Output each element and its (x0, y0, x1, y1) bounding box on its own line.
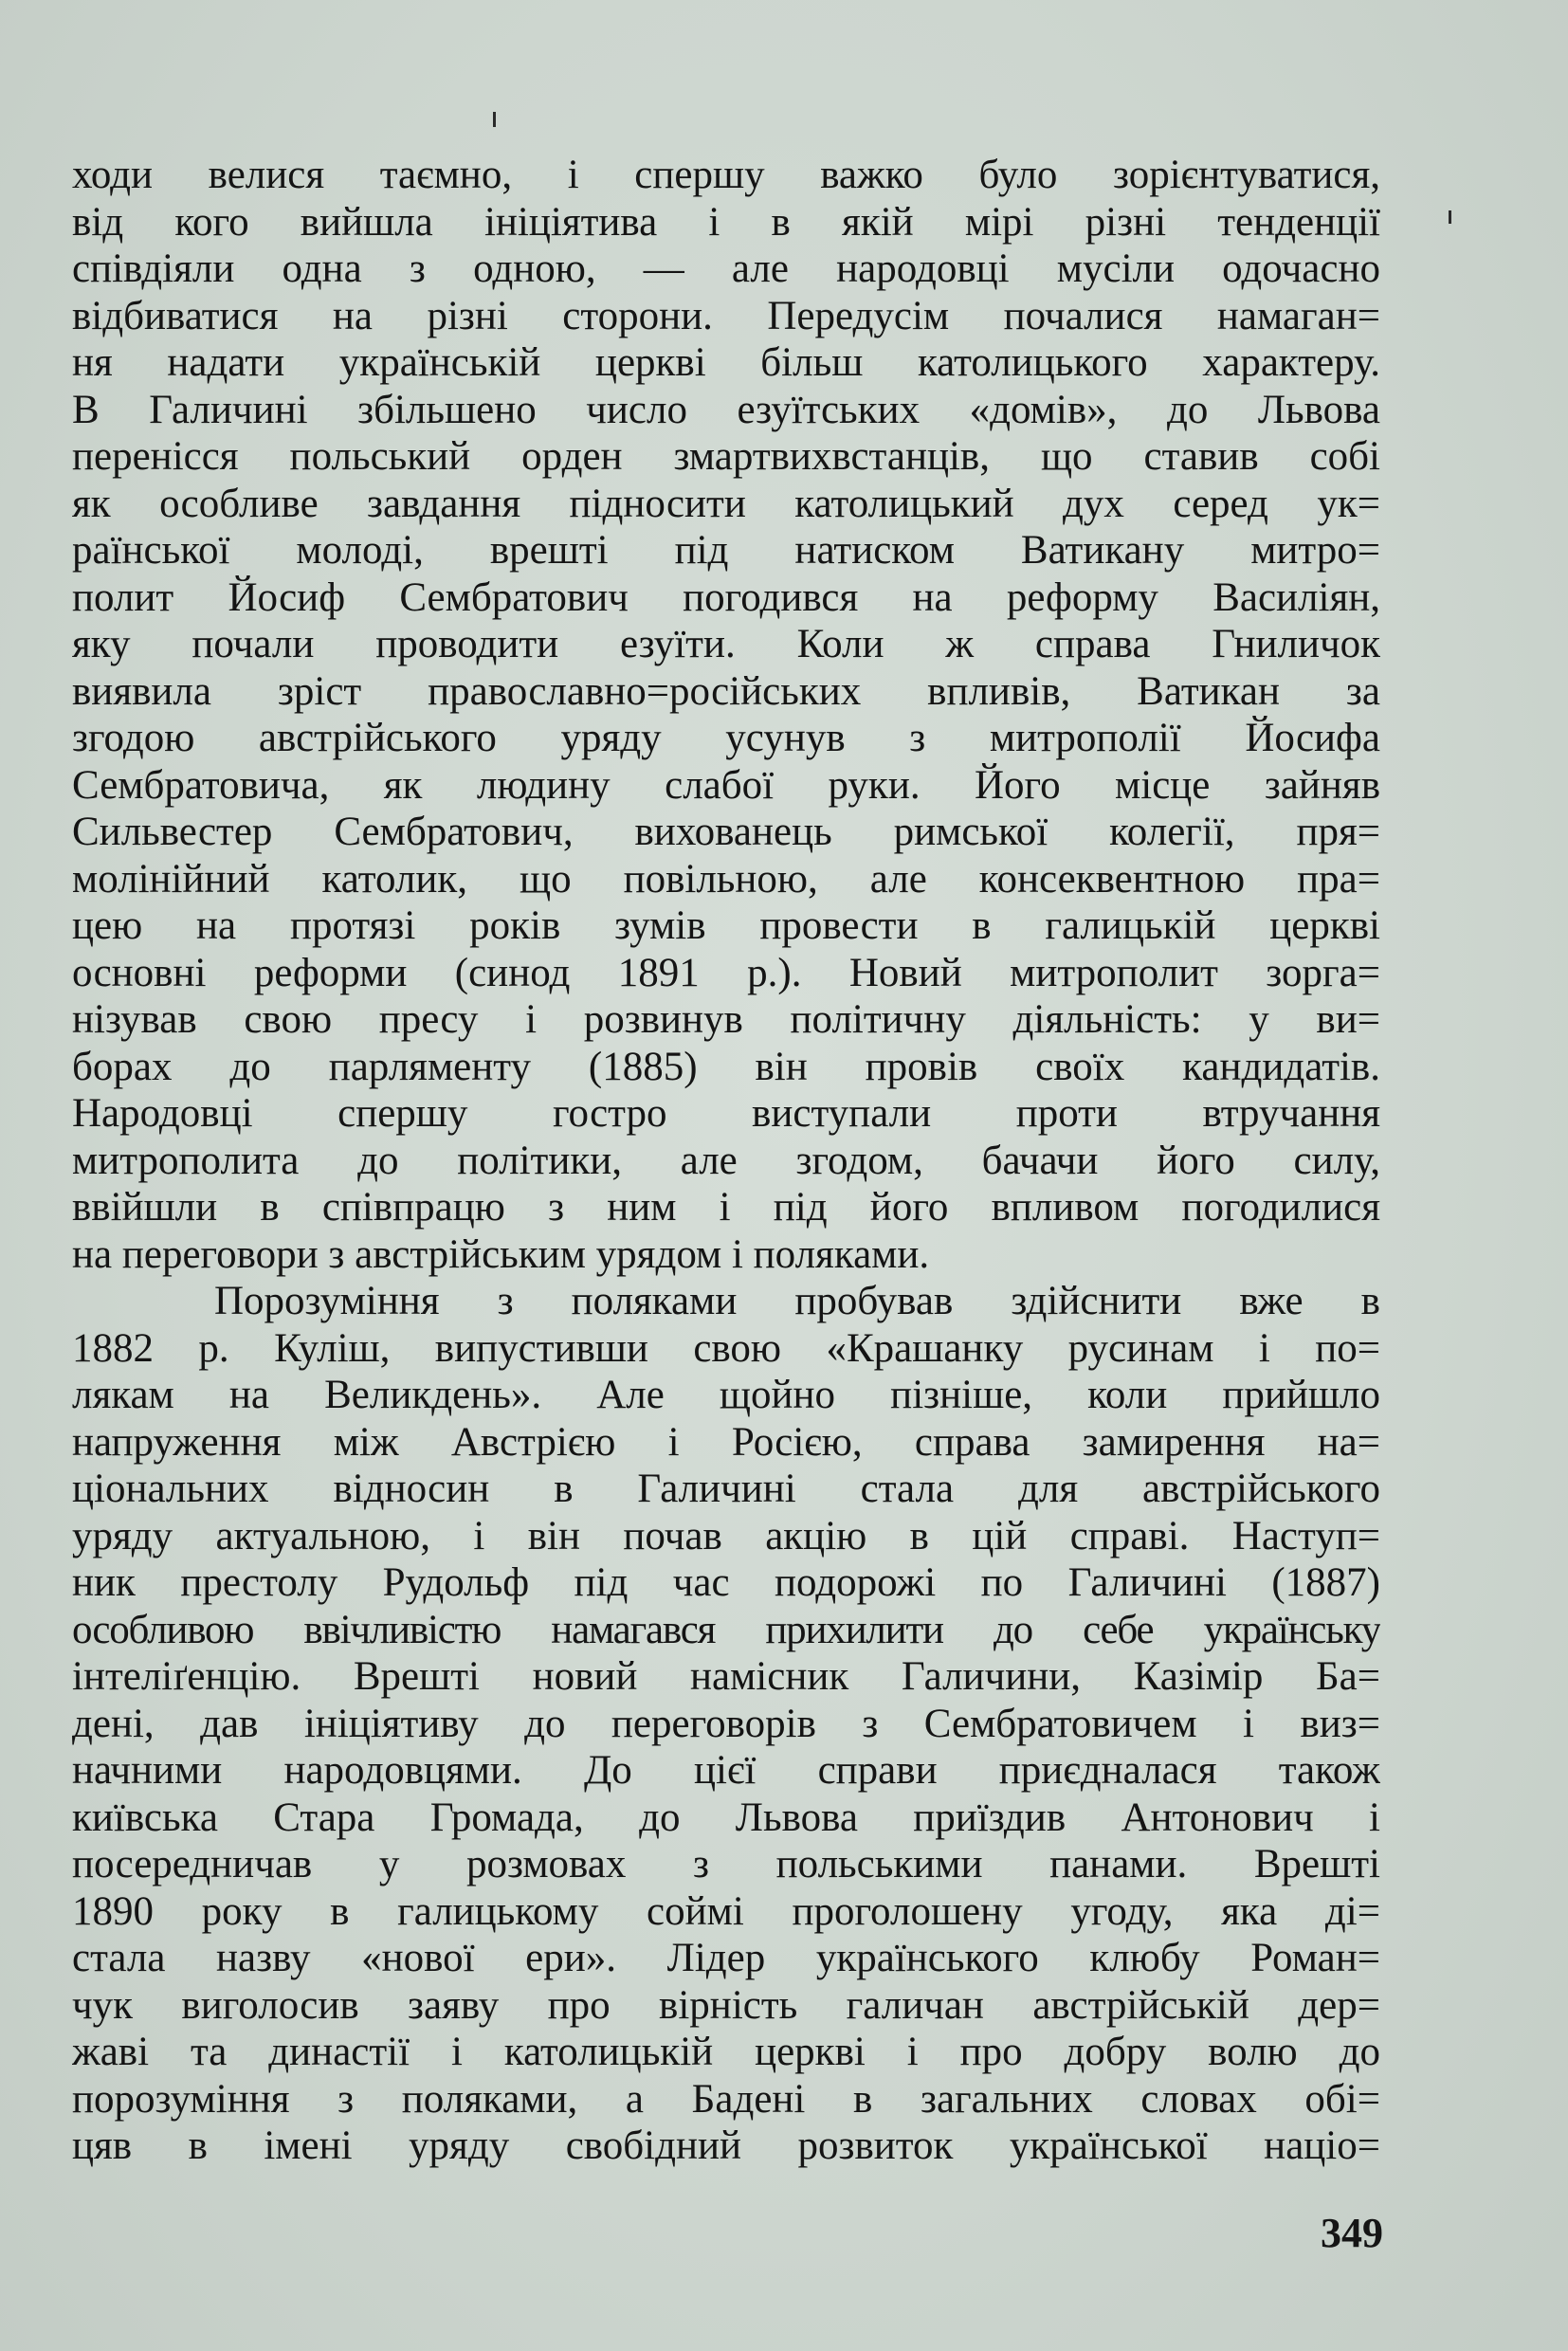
paragraph-2 (72, 1278, 1380, 2170)
paragraph-1 (72, 152, 1380, 1278)
text-line: уряду актуальною, і він почав акцію в цій справі. Наступ= (72, 1513, 1380, 1558)
text-line: як особливе завдання підносити католицький дух серед ук= (72, 481, 1380, 526)
print-speck (1449, 210, 1451, 224)
text-line: ходи велися таємно, і спершу важко було зорієнтуватися, (72, 153, 1380, 197)
text-line: відбиватися на різні сторони. Передусім почалися намаган= (72, 293, 1380, 338)
text-line: молінійний католик, що повільною, але консеквентною пра= (72, 856, 1380, 902)
text-line: Сильвестер Сембратович, вихованець римської колегії, пря= (72, 810, 1380, 854)
text-line: ня надати українській церкві більш католицького характеру. (72, 340, 1380, 385)
text-line: чук виголосив заяву про вірність галичан австрійській дер= (72, 1982, 1380, 2028)
text-line: Сембратовича, як людину слабої руки. Його місце зайняв (72, 762, 1380, 808)
text-line: Народовці спершу гостро виступали проти втручання (72, 1091, 1380, 1136)
text-line: В Галичині збільшено число езуїтських «домів», до Львова (72, 387, 1380, 432)
text-line: нізував свою пресу і розвинув політичну діяльність: у ви= (72, 997, 1380, 1042)
text-line: борах до парляменту (1885) він провів своїх кандидатів. (72, 1044, 1380, 1089)
text-line: цею на протязі років зумів провести в галицькій церкві (72, 903, 1380, 948)
text-line: ввійшли в співпрацю з ним і під його впливом погодилися (72, 1185, 1380, 1230)
text-line: від кого вийшла ініціятива і в якій мірі різні тенденції (72, 199, 1380, 245)
text-line: полит Йосиф Сембратович погодився на реформу Василіян, (72, 574, 1380, 620)
text-line: основні реформи (синод 1891 р.). Новий митрополит зорга= (72, 950, 1380, 995)
text-line: Порозуміння з поляками пробував здійснити вже в (214, 1279, 1380, 1323)
text-line: митрополита до політики, але згодом, бачачи його силу, (72, 1138, 1380, 1183)
text-line: жаві та династії і католицькій церкві і про добру волю до (72, 2030, 1380, 2074)
text-line: стала назву «нової ери». Лідер українського клюбу Роман= (72, 1936, 1380, 1980)
text-line: на переговори з австрійським урядом і поляками. (72, 1231, 930, 1277)
text-line: співдіяли одна з одною, — але народовці мусіли одочасно (72, 246, 1380, 291)
text-line: раїнської молоді, врешті під натиском Ватикану митро= (72, 528, 1380, 573)
text-line: 1882 р. Куліш, випустивши свою «Крашанку русинам і по= (72, 1325, 1380, 1371)
print-speck (493, 112, 496, 127)
text-line: посередничав у розмовах з польськими панами. Врешті (72, 1842, 1380, 1886)
text-line: перенісся польський орден змартвихвстанців, що ставив собі (72, 434, 1380, 479)
text-line: київська Стара Громада, до Львова приїздив Антонович і (72, 1795, 1380, 1840)
text-line: виявила зріст православно=російських впливів, Ватикан за (72, 668, 1380, 714)
text-line: начними народовцями. До цієї справи приєдналася також (72, 1748, 1380, 1793)
body-text (72, 152, 1380, 2170)
text-line: згодою австрійського уряду усунув з митрополії Йосифа (72, 716, 1380, 760)
text-line: напруження між Австрією і Росією, справа замирення на= (72, 1419, 1380, 1465)
text-line: дені, дав ініціятиву до переговорів з Сембратовичем і виз= (72, 1701, 1380, 1746)
text-line: ціональних відносин в Галичині стала для австрійського (72, 1467, 1380, 1511)
text-line: порозуміння з поляками, а Бадені в загальних словах обі= (72, 2076, 1380, 2122)
text-line: лякам на Великдень». Але щойно пізніше, коли прийшло (72, 1373, 1380, 1417)
text-line: яку почали проводити езуїти. Коли ж справа Гниличок (72, 622, 1380, 666)
text-line: особливою ввічливістю намагався прихилити до себе українську (72, 1607, 1380, 1652)
text-line: 1890 року в галицькому соймі проголошену угоду, яка ді= (72, 1888, 1380, 1934)
text-line: ник престолу Рудольф під час подорожі по Галичині (1887) (72, 1560, 1380, 1605)
text-line: цяв в імені уряду свобідний розвиток української націо= (72, 2123, 1380, 2168)
page-number: 349 (1321, 2210, 1383, 2256)
text-line: інтеліґенцію. Врешті новий намісник Галичини, Казімір Ба= (72, 1654, 1380, 1699)
